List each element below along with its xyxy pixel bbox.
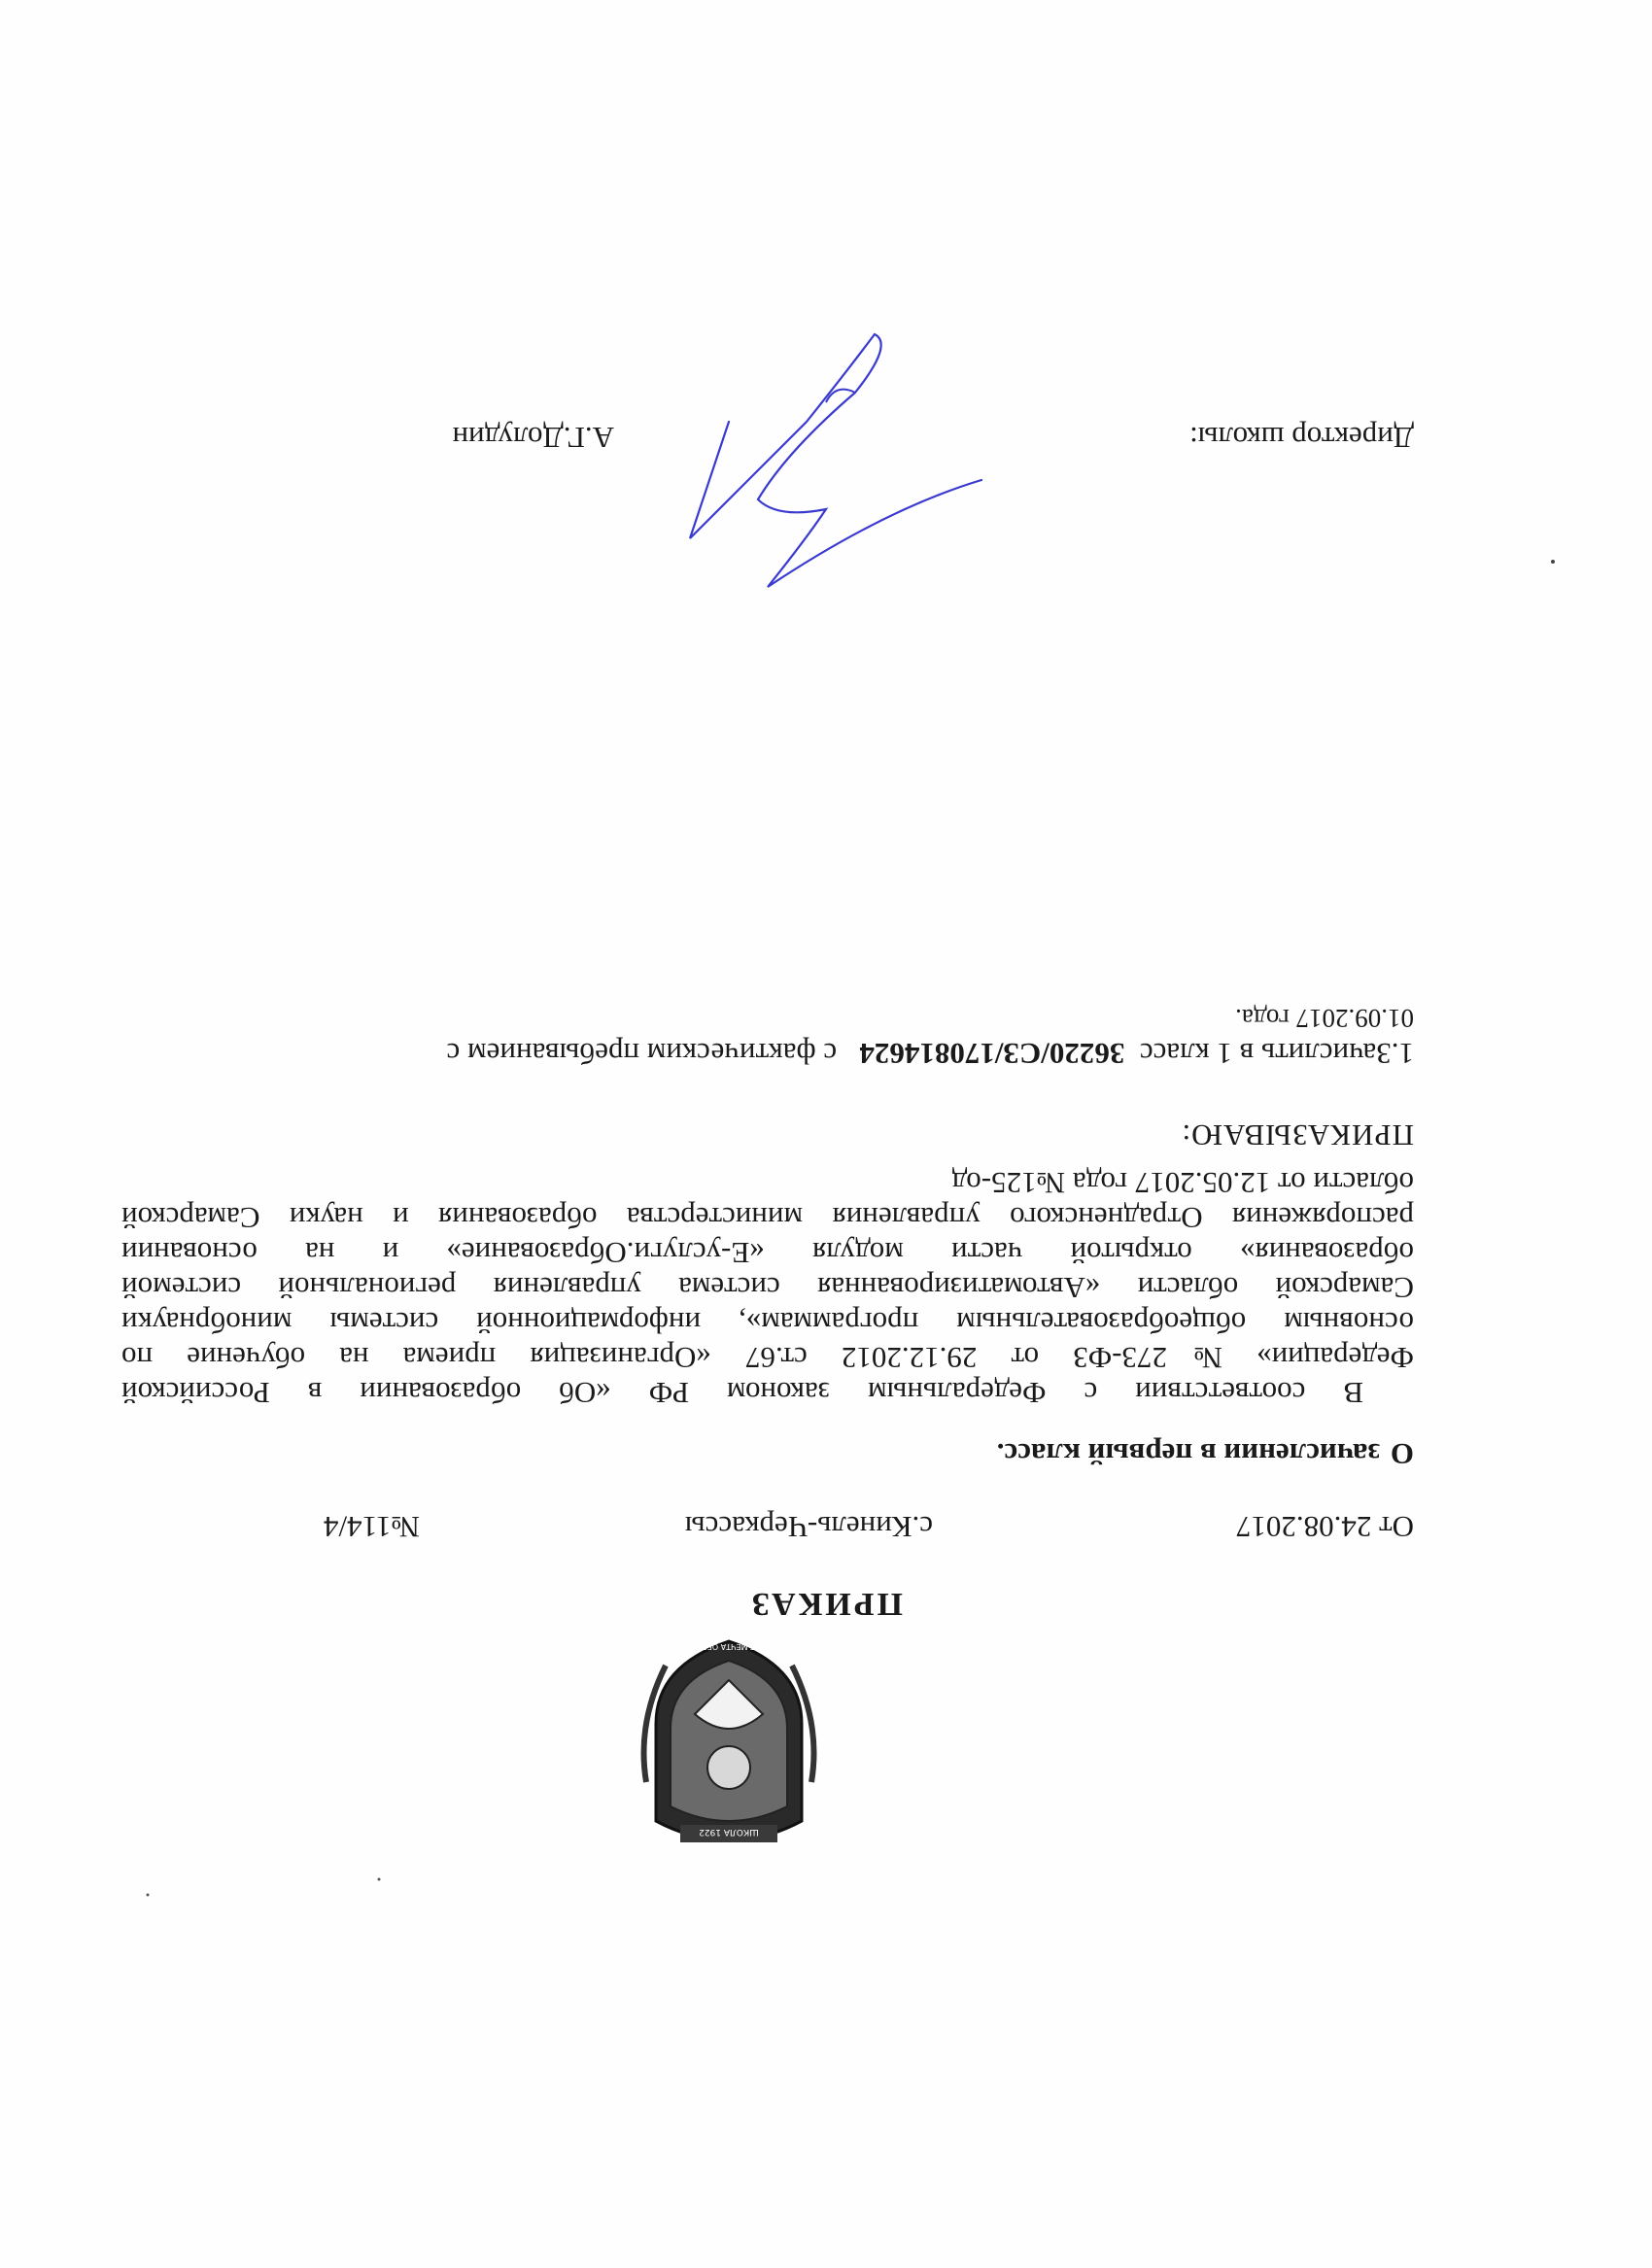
item-1-prefix: 1.Зачислить в 1 класс: [1139, 1037, 1414, 1071]
subject-prefix: О: [1390, 1437, 1414, 1471]
body-line: В соответствии с Федеральным законом РФ «Об образовании в Российской: [121, 1376, 1363, 1410]
body-line: области от 12.05.2017 года №125-од: [951, 1166, 1414, 1200]
order-item-1: [442, 1001, 1414, 1071]
director-signature: [651, 295, 1001, 626]
document-title: ПРИКАЗ: [749, 1586, 903, 1622]
order-date: От 24.08.2017: [1235, 1510, 1414, 1544]
body-line: Самарской области «Автоматизированная система управления региональной системой: [121, 1271, 1414, 1305]
item-1-id: 36220/СЗ/170814624: [859, 1037, 1125, 1071]
emblem-motto-top: ШКОЛА 1922: [699, 1827, 759, 1837]
order-item-1-line: [442, 1036, 1414, 1071]
body-paragraph: [121, 1165, 1414, 1410]
body-line: Федерации» №273-ФЗ от 29.12.2012 ст.67 «Организация приема на обучение по: [121, 1341, 1414, 1375]
director-label: Директор школы:: [1189, 421, 1414, 455]
body-line: основным общеобразовательным программам», информационной системы минобрнауки: [121, 1306, 1414, 1340]
director-name: А.Г.Долудин: [452, 421, 614, 455]
order-subject: зачислении в первый класс.: [996, 1437, 1380, 1471]
body-line: распоряжения Отрадненского управления министерства образования и науки Самарской: [121, 1201, 1414, 1235]
order-place: с.Кинель-Черкассы: [684, 1510, 933, 1544]
order-number: №114/4: [323, 1510, 420, 1544]
school-emblem: [637, 1636, 821, 1860]
order-word: ПРИКАЗЫВАЮ:: [1181, 1118, 1414, 1152]
item-1-date: 01.09.2017 года.: [1235, 1004, 1414, 1033]
body-line: образования» открытой части модуля «Е-услуги.Образование» и на основании: [121, 1236, 1414, 1270]
emblem-motto-bottom: РОБОТ МЕЧТА ОБРАЗОВ: [680, 1642, 777, 1651]
item-1-suffix: с фактическим пребыванием с: [446, 1037, 838, 1071]
